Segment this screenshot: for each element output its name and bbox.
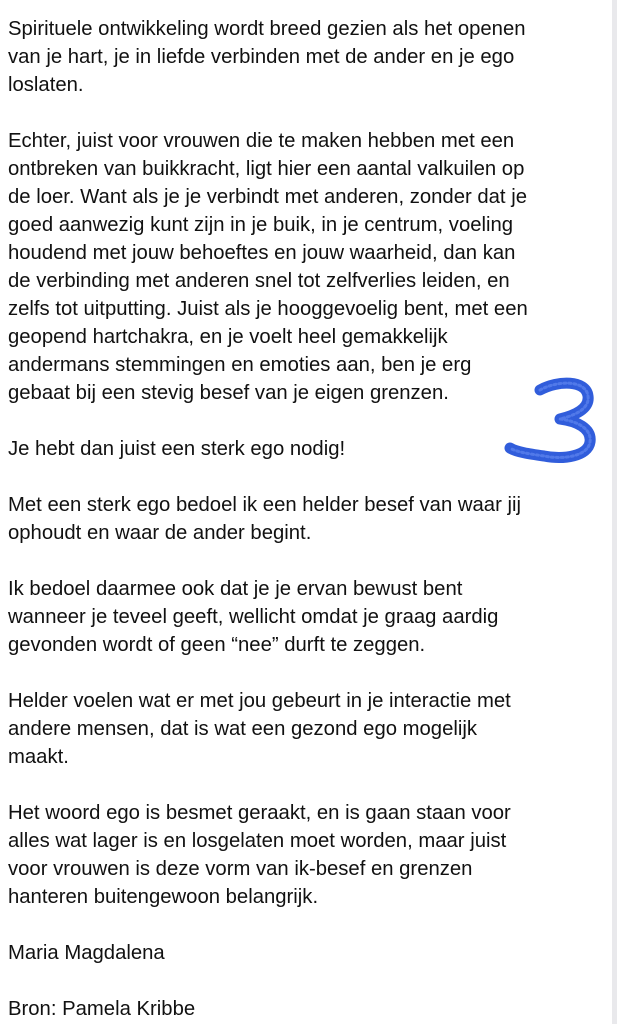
text-line: hanteren buitengewoon belangrijk.: [8, 886, 319, 908]
text-line: ontbreken van buikkracht, ligt hier een aantal valkuilen op: [8, 158, 525, 180]
text-line: gevonden wordt of geen “nee” durft te zeggen.: [8, 634, 426, 656]
text-line: Spirituele ontwikkeling wordt breed gezien als het openen: [8, 18, 526, 40]
text-line: goed aanwezig kunt zijn in je buik, in je centrum, voeling: [8, 214, 514, 236]
text-line: Ik bedoel daarmee ook dat je je ervan bewust bent: [8, 578, 463, 600]
text-line: geopend hartchakra, en je voelt heel gemakkelijk: [8, 326, 448, 348]
text-line: de verbinding met anderen snel tot zelfverlies leiden, en: [8, 270, 510, 292]
text-line: alles wat lager is en losgelaten moet worden, maar juist: [8, 830, 507, 852]
text-line: voor vrouwen is deze vorm van ik-besef en grenzen: [8, 858, 473, 880]
text-line: van je hart, je in liefde verbinden met de ander en je ego: [8, 46, 515, 68]
paragraph: [8, 491, 606, 547]
text-line: zelfs tot uitputting. Juist als je hooggevoelig bent, met een: [8, 298, 528, 320]
text-line: wanneer je teveel geeft, wellicht omdat je graag aardig: [8, 606, 499, 628]
handwritten-number-annotation: [500, 370, 600, 470]
paragraph: [8, 15, 606, 99]
text-line: Echter, juist voor vrouwen die te maken hebben met een: [8, 130, 515, 152]
text-line: houdend met jouw behoeftes en jouw waarheid, dan kan: [8, 242, 516, 264]
paragraph: [8, 127, 606, 407]
scroll-track[interactable]: [612, 0, 617, 1024]
document-body: [8, 15, 606, 1024]
paragraph: [8, 995, 606, 1023]
paragraph: [8, 939, 606, 967]
text-line: maakt.: [8, 746, 69, 768]
text-line: andere mensen, dat is wat een gezond ego mogelijk: [8, 718, 478, 740]
text-line: Maria Magdalena: [8, 942, 165, 964]
text-line: Helder voelen wat er met jou gebeurt in je interactie met: [8, 690, 511, 712]
text-line: Bron: Pamela Kribbe: [8, 998, 196, 1020]
text-line: ophoudt en waar de ander begint.: [8, 522, 312, 544]
annotation-stroke: [510, 383, 590, 457]
text-line: Je hebt dan juist een sterk ego nodig!: [8, 438, 346, 460]
text-line: gebaat bij een stevig besef van je eigen grenzen.: [8, 382, 449, 404]
text-line: Het woord ego is besmet geraakt, en is gaan staan voor: [8, 802, 511, 824]
text-line: de loer. Want als je je verbindt met anderen, zonder dat je: [8, 186, 527, 208]
text-line: Met een sterk ego bedoel ik een helder besef van waar jij: [8, 494, 521, 516]
paragraph: [8, 575, 606, 659]
paragraph: [8, 799, 606, 911]
text-line: loslaten.: [8, 74, 84, 96]
paragraph: [8, 687, 606, 771]
text-line: andermans stemmingen en emoties aan, ben je erg: [8, 354, 472, 376]
